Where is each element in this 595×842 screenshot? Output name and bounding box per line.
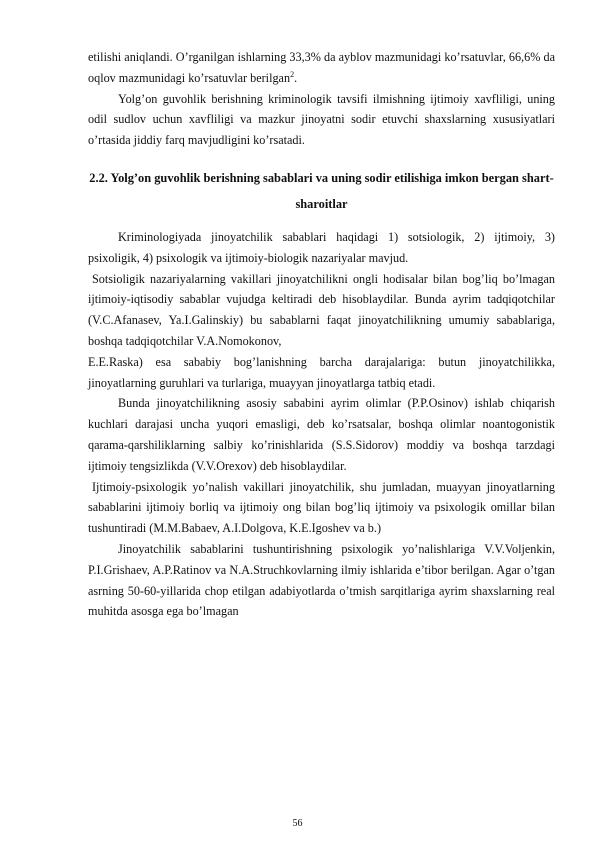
paragraph-causality: E.E.Raska) esa sababiy bog’lanishning barcha darajalariga: butun jinoyatchilikka, jinoyatlarning guruhlari va turlariga, muayyan jinoyatlarga tatbiq etadi. <box>88 354 555 390</box>
page-number: 56 <box>292 818 303 829</box>
paragraph-socio-psychological: Ijtimoiy-psixologik yo’nalish vakillari jinoyatchilik, shu jumladan, muayyan jinoyatlarning sabablarini ijtimoiy borliq va ijtimoiy ong bilan bog’liq ijtimoiy va psixologik omillar bilan tushuntiradi (M.M.Babaev, A.I.Dolgova, K.E.Igoshev va b.) <box>88 479 555 536</box>
paragraph-theories: Kriminologiyada jinoyatchilik sabablari haqidagi 1) sotsiologik, 2) ijtimoiy, 3) psixoligik, 4) psixologik va ijtimoiy-biologik nazariyalar mavjud. <box>88 229 555 265</box>
paragraph-intro-text: etilishi aniqlandi. O’rganilgan ishlarning 33,3% da ayblov mazmunidagi ko’rsatuvlar, 66,6% da oqlov mazmunidagi ko’rsatuvlar berilgan <box>88 50 555 85</box>
paragraph-intro <box>88 47 555 89</box>
paragraph-conclusion: Yolg’on guvohlik berishning kriminologik tavsifi ilmishning ijtimoiy xavfliligi, uning odil sudlov uchun xavfliligi va mazkur jinoyatni sodir etuvchi shaxslarning xususiyatlari o’rtasida jiddiy farq mavjudligini ko’rsatadi. <box>88 91 555 148</box>
footnote-ref[interactable]: 2 <box>290 69 295 79</box>
section-heading: 2.2. Yolg’on guvohlik berishning sabablari va uning sodir etilishiga imkon bergan shart-sharoitlar <box>89 170 554 211</box>
paragraph-sociological: Sotsioligik nazariyalarning vakillari jinoyatchilikni ongli hodisalar bilan bog’liq bo’lmagan ijtimoiy-iqtisodiy sabablar vujudga keltiradi deb hisoblaydilar. Bunda ayrim tadqiqotchilar (V.C.Afanasev, Ya.I.Galinskiy) bu sabablarni faqat jinoyatchilikning umumiy sabablariga, boshqa tadqiqotchilar V.A.Nomokonov, <box>88 271 555 348</box>
paragraph-psychological: Jinoyatchilik sabablarini tushuntirishning psixologik yo’nalishlariga V.V.Voljenkin, P.I.Grishaev, A.P.Ratinov va N.A.Struchkovlarning ilmiy ishlarida e’tibor berilgan. Agar o’tgan asrning 50-60-yillarida chop etilgan adabiyotlarda o’tmish sarqitlariga ayrim shaxslarning real muhitda asosga ega bo’lmagan <box>88 541 555 619</box>
paragraph-main-cause: Bunda jinoyatchilikning asosiy sababini ayrim olimlar (P.P.Osinov) ishlab chiqarish kuchlari darajasi uncha yuqori emasligi, deb ko’rsatsalar, boshqa olimlar noantogonistik qarama-qarshiliklarning salbiy ko’rinishlarida (S.S.Sidorov) moddiy va boshqa tarzdagi ijtimoiy tengsizlikda (V.V.Orexov) deb hisoblaydilar. <box>88 396 555 473</box>
paragraph-intro-end: . <box>294 70 298 85</box>
document-page <box>88 47 555 622</box>
